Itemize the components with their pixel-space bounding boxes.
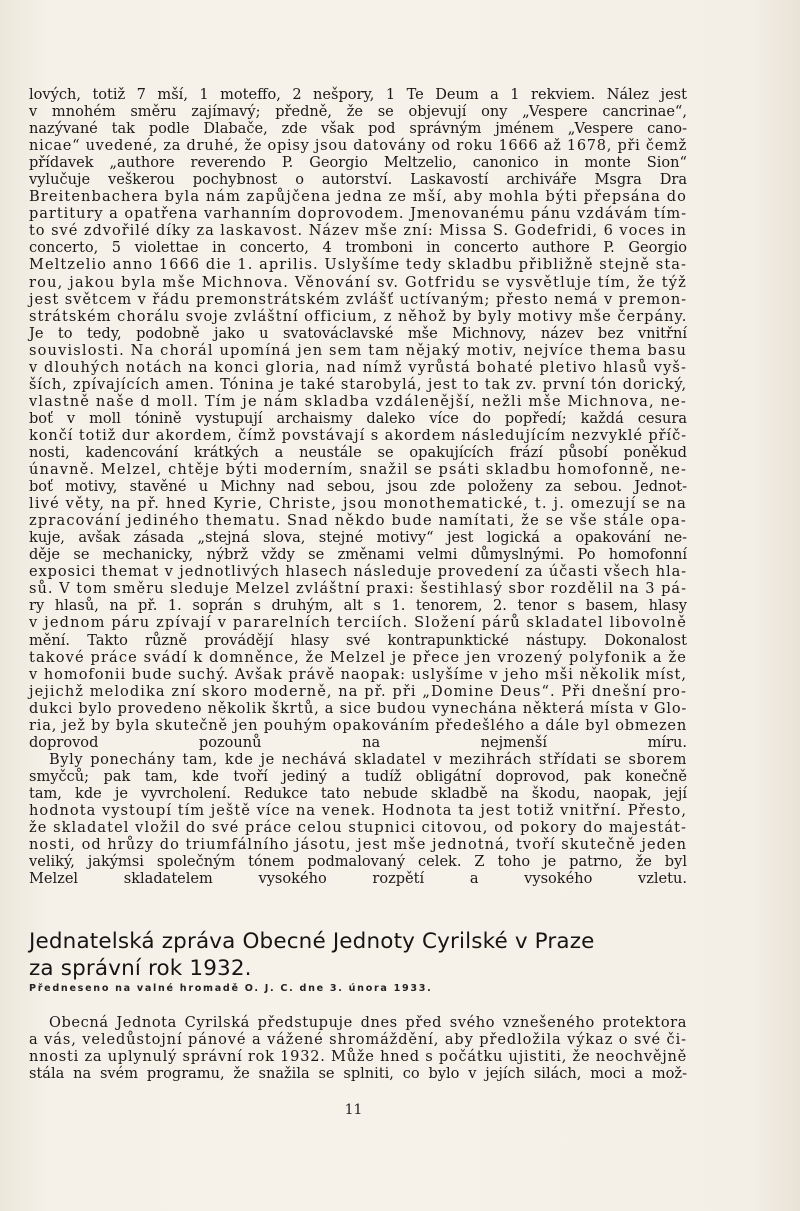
text-line: Byly ponechány tam, kde je nechává skladatel v mezihrách střídati se sborem	[49, 750, 687, 768]
article-continuation	[29, 86, 687, 887]
text-line: smyčců; pak tam, kde tvoří jediný a tudíž obligátní doprovod, pak konečně	[29, 767, 687, 785]
text-line: nazývané tak podle Dlabače, zde však pod správným jménem „Vespere cano-	[29, 120, 687, 138]
report-heading	[29, 928, 669, 982]
report-paragraph	[29, 1014, 687, 1082]
text-line: rou, jakou byla mše Michnova. Věnování sv. Gotfridu se vysvětluje tím, že týž	[29, 273, 687, 291]
text-line: partitury a opatřena varhanním doprovodem. Jmenovanému pánu vzdávám tím-	[29, 205, 687, 223]
text-line: sů. V tom směru sleduje Melzel zvláštní praxi: šestihlasý sbor rozdělil na 3 pá-	[29, 580, 687, 598]
text-line: kuje, avšak zásada „stejná slova, stejné motivy“ jest logická a opakování ne-	[29, 529, 687, 547]
text-line: únavně. Melzel, chtěje býti moderním, snažil se psáti skladbu homofonně, ne-	[29, 461, 687, 479]
text-line: doprovod pozounů na nejmenší míru.	[29, 733, 687, 751]
text-line: lových, totiž 7 mší, 1 moteffo, 2 nešpory, 1 Te Deum a 1 rekviem. Nález jest	[29, 86, 687, 103]
text-line: v dlouhých notách na konci gloria, nad nímž vyrůstá bohaté pletivo hlasů vyš-	[29, 358, 687, 376]
text-line: a vás, veledůstojní pánové a vážené shromáždění, aby předložila výkaz o své či-	[29, 1031, 687, 1049]
text-line: dukci bylo provedeno několik škrtů, a sice budou vynechána některá místa v Glo-	[29, 699, 687, 717]
text-line: jest světcem v řádu premonstrátském zvlášť uctívaným; přesto nemá v premon-	[29, 290, 687, 308]
text-line: nicae“ uvedené, za druhé, že opisy jsou datovány od roku 1666 až 1678, při čemž	[29, 137, 687, 155]
text-line: nosti, od hrůzy do triumfálního jásotu, jest mše jednotná, tvoří skutečně jeden	[29, 836, 687, 854]
text-line: boť v moll tónině vystupují archaismy daleko více do popředí; každá cesura	[29, 409, 687, 427]
text-line: hodnota vystoupí tím ještě více na venek. Hodnota ta jest totiž vnitřní. Přesto,	[29, 801, 687, 819]
text-line: přídavek „authore reverendo P. Georgio Meltzelio, canonico in monte Sion“	[29, 154, 687, 172]
text-line: nosti, kadencování krátkých a neustále se opakujících frází působí poněkud	[29, 443, 687, 461]
text-line: livé věty, na př. hned Kyrie, Christe, jsou monothematické, t. j. omezují se na	[29, 495, 687, 513]
page-number: 11	[344, 1102, 363, 1118]
text-line: souvislosti. Na chorál upomíná jen sem tam nějaký motiv, nejvíce thema basu	[29, 341, 687, 359]
text-line: že skladatel vložil do své práce celou stupnici citovou, od pokory do majestát-	[29, 819, 687, 837]
report-subnote: Předneseno na valné hromadě O. J. C. dne 3. února 1933.	[29, 983, 433, 994]
text-line: Je to tedy, podobně jako u svatováclavské mše Michnovy, název bez vnitřní	[29, 324, 687, 342]
report-body	[29, 1014, 687, 1082]
text-line: ších, zpívajících amen. Tónina je také starobylá, jest to tak zv. první tón dorický,	[29, 375, 687, 393]
text-line: veliký, jakýmsi společným tónem podmalovaný celek. Z toho je patrno, že byl	[29, 853, 687, 871]
text-line: mění. Takto různě provádějí hlasy své kontrapunktické nástupy. Dokonalost	[29, 631, 687, 649]
article-paragraph-2	[29, 751, 687, 887]
text-line: děje se mechanicky, nýbrž vždy se změnami velmi důmyslnými. Po homofonní	[29, 546, 687, 564]
text-line: Breitenbachera byla nám zapůjčena jedna ze mší, aby mohla býti přepsána do	[29, 188, 687, 206]
text-line: concerto, 5 violettae in concerto, 4 tromboni in concerto authore P. Georgio	[29, 239, 687, 257]
text-line: vlastně naše d moll. Tím je nám skladba vzdálenější, nežli mše Michnova, ne-	[29, 392, 687, 410]
text-line: v jednom páru zpívají v pararelních terciích. Složení párů skladatel libovolně	[29, 614, 687, 632]
article-paragraph-1	[29, 86, 687, 751]
text-line: Melzel skladatelem vysokého rozpětí a vysokého vzletu.	[29, 870, 687, 888]
text-line: ria, jež by byla skutečně jen pouhým opakováním předešlého a dále byl obmezen	[29, 716, 687, 734]
text-line: stála na svém programu, že snažila se splniti, co bylo v jejích silách, moci a mož-	[29, 1065, 687, 1083]
text-line: v homofonii bude suchý. Avšak právě naopak: uslyšíme v jeho mši několik míst,	[29, 665, 687, 683]
text-line: exposici themat v jednotlivých hlasech následuje provedení za účasti všech hla-	[29, 563, 687, 581]
text-line: jejichž melodika zní skoro moderně, na př. při „Domine Deus“. Při dnešní pro-	[29, 682, 687, 700]
text-line: strátském chorálu svoje zvláštní officium, z něhož by byly motivy mše čerpány.	[29, 307, 688, 325]
report-heading-line: za správní rok 1932.	[29, 956, 252, 981]
text-line: v mnohém směru zajímavý; předně, že se objevují ony „Vespere cancrinae“,	[29, 103, 687, 121]
text-line: končí totiž dur akordem, čímž povstávají s akordem následujícím nezvyklé příč-	[29, 426, 687, 444]
report-heading-line: Jednatelská zpráva Obecné Jednoty Cyrilské v Praze	[29, 929, 595, 954]
text-line: takové práce svádí k domněnce, že Melzel je přece jen vrozený polyfonik a že	[29, 648, 687, 666]
text-line: ry hlasů, na př. 1. soprán s druhým, alt s 1. tenorem, 2. tenor s basem, hlasy	[29, 597, 687, 615]
text-line: boť motivy, stavěné u Michny nad sebou, jsou zde položeny za sebou. Jednot-	[29, 478, 687, 496]
text-line: vylučuje veškerou pochybnost o autorství. Laskavostí archiváře Msgra Dra	[29, 171, 687, 189]
text-line: nnosti za uplynulý správní rok 1932. Může hned s počátku ujistiti, že neochvějně	[29, 1048, 687, 1066]
text-line: to své zdvořilé díky za laskavost. Název mše zní: Missa S. Godefridi, 6 voces in	[29, 222, 687, 240]
text-line: Meltzelio anno 1666 die 1. aprilis. Uslyšíme tedy skladbu přibližně stejně sta-	[29, 256, 687, 274]
text-line: zpracování jediného thematu. Snad někdo bude namítati, že se vše stále opa-	[29, 512, 687, 530]
text-line: Obecná Jednota Cyrilská předstupuje dnes před svého vznešeného protektora	[49, 1014, 687, 1031]
text-line: tam, kde je vyvrcholení. Redukce tato nebude skladbě na škodu, naopak, její	[29, 784, 687, 802]
